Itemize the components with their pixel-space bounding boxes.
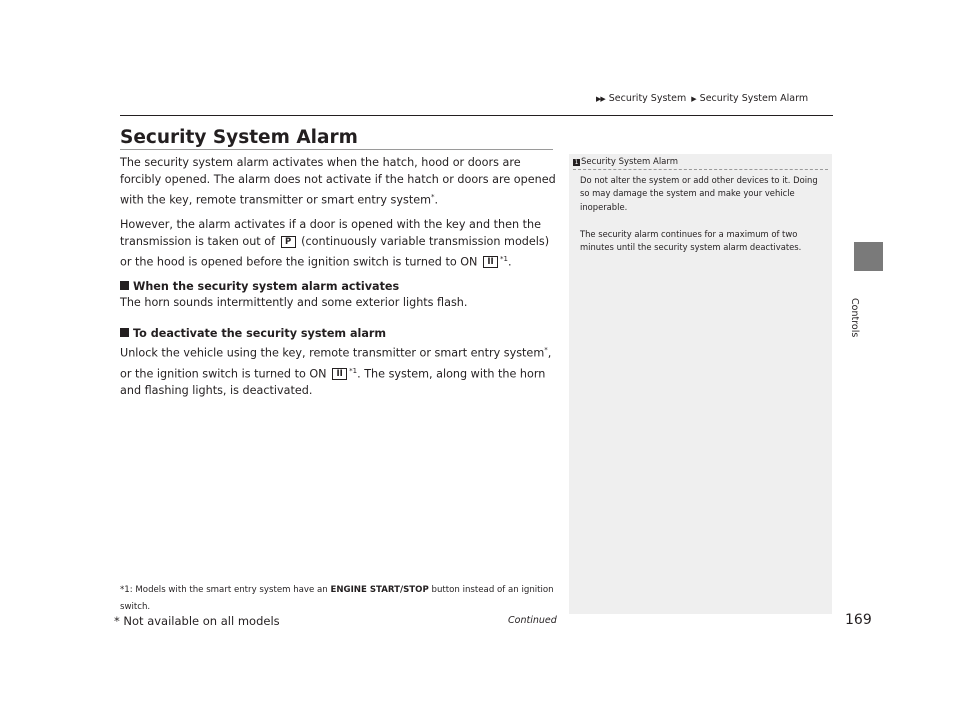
- footnote-ref: *1: [349, 366, 358, 375]
- deactivate-text-c: . The system, along with the horn and flashing lights, is deactivated.: [120, 367, 546, 398]
- note-text-2: The security alarm continues for a maximum of two minutes until the security system alarm deactivates.: [580, 229, 802, 253]
- section-text-activates: The horn sounds intermittently and some exterior lights flash.: [120, 296, 468, 309]
- breadcrumb-item-security-system-alarm[interactable]: Security System Alarm: [699, 93, 809, 104]
- section-heading-text: To deactivate the security system alarm: [133, 327, 387, 340]
- header-divider: [120, 115, 833, 116]
- double-arrow-icon: ▶▶: [596, 95, 605, 103]
- ignition-on-key-icon: II: [483, 256, 498, 268]
- footnote: [120, 582, 560, 616]
- square-bullet-icon: [120, 328, 129, 337]
- note-title-text[interactable]: Security System Alarm: [581, 157, 679, 167]
- note-divider: [573, 169, 828, 170]
- breadcrumb: [596, 93, 808, 104]
- section-heading-deactivate: [120, 326, 560, 343]
- intro-paragraph: [120, 155, 560, 209]
- section-text-deactivate: [120, 342, 560, 400]
- deactivate-text-b: , or the ignition switch is turned to ON: [120, 346, 552, 381]
- section-heading-activates: [120, 279, 560, 296]
- not-available-note: * Not available on all models: [114, 614, 280, 628]
- note-marker-icon: 1: [574, 159, 579, 166]
- note-title: [573, 157, 678, 167]
- deactivate-text-a: Unlock the vehicle using the key, remote transmitter or smart entry system: [120, 346, 545, 360]
- star-marker: *: [431, 192, 435, 201]
- breadcrumb-item-security-system[interactable]: Security System: [608, 93, 687, 104]
- intro-text: The security system alarm activates when the hatch, hood or doors are forcibly opened. The alarm does not activate if the hatch or doors are opened with the key, remote transmitter or smart entry system: [120, 156, 556, 207]
- section-heading-text: When the security system alarm activates: [133, 280, 400, 293]
- note-panel: [569, 154, 832, 614]
- continued-label: Continued: [508, 615, 557, 626]
- section-tab-label: Controls: [849, 298, 860, 338]
- note-text-1: Do not alter the system or add other devices to it. Doing so may damage the system and make your vehicle inoperable.: [580, 175, 818, 212]
- section-tab-marker: [854, 242, 883, 271]
- ignition-on-key-icon: II: [332, 368, 347, 380]
- footnote-suffix: button instead of an ignition switch.: [120, 585, 554, 612]
- alarm-condition-paragraph: [120, 217, 560, 271]
- page-title: Security System Alarm: [120, 127, 358, 148]
- period: .: [507, 255, 512, 269]
- title-divider: [120, 149, 553, 150]
- footnote-prefix: *1: Models with the smart entry system have an: [120, 585, 328, 595]
- period: .: [434, 193, 439, 207]
- condition-text-b: (continuously variable transmission models) or the hood is opened before the ignition switch is turned to ON: [120, 234, 550, 269]
- square-bullet-icon: [120, 281, 129, 290]
- footnote-ref: *1: [499, 254, 508, 263]
- park-key-icon: P: [281, 236, 296, 248]
- condition-text-a: However, the alarm activates if a door is opened with the key and then the transmission is taken out of: [120, 218, 541, 248]
- arrow-icon: ▶: [691, 95, 696, 103]
- footnote-button-name: ENGINE START/STOP: [330, 585, 429, 595]
- page-number: 169: [845, 612, 872, 628]
- star-marker: *: [544, 346, 548, 354]
